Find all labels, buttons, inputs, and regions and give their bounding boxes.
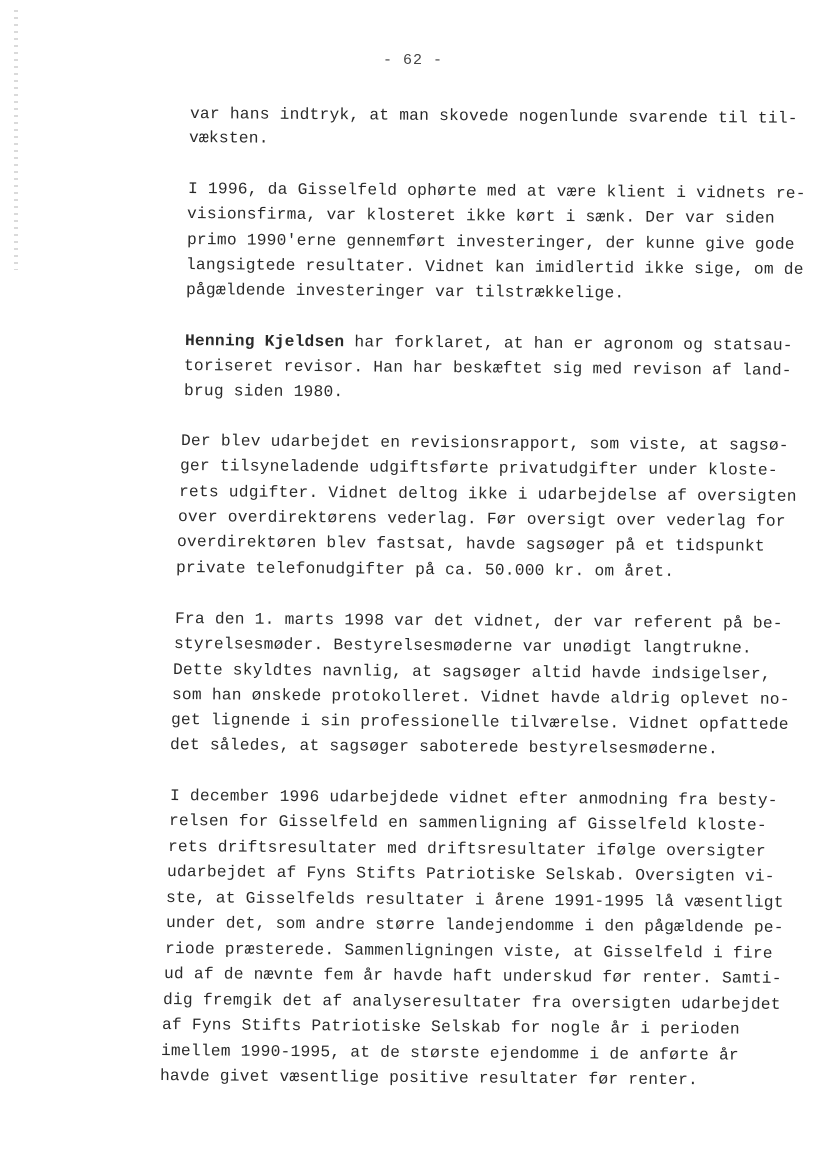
text-line: Der blev udarbejdet en revisionsrapport, som viste, at sagsø- <box>180 432 789 455</box>
text-line: af Fyns Stifts Patriotiske Selskab for nogle år i perioden <box>161 1016 740 1039</box>
text-line: I december 1996 udarbejdede vidnet efter anmodning fra besty- <box>169 787 778 810</box>
text-line <box>185 332 793 355</box>
text-line: pågældende investeringer var tilstrækkelige. <box>185 281 625 303</box>
page-number: - 62 - <box>382 52 443 69</box>
text-line: I 1996, da Gisselfeld ophørte med at være klient i vidnets re- <box>187 180 806 203</box>
text-line: relsen for Gisselfeld en sammenligning af Gisselfeld kloste- <box>168 812 767 835</box>
text-line: dig fremgik det af analyseresultater fra oversigten udarbejdet <box>162 991 781 1014</box>
text-line: rets driftsresultater med driftsresultater ifølge oversigter <box>167 838 766 861</box>
text-line: over overdirektørens vederlag. Før oversigt over vederlag for <box>177 508 786 531</box>
text-line: havde givet væsentlige positive resultater før renter. <box>159 1067 699 1090</box>
text-line: riode præsterede. Sammenligningen viste, at Gisselfeld i fire <box>164 940 773 963</box>
text-line: overdirektøren blev fastsat, havde sagsøger på et tidspunkt <box>176 533 765 556</box>
text-line: ger tilsyneladende udgiftsførte privatudgifter under kloste- <box>179 457 778 480</box>
text-line: Dette skyldtes navnlig, at sagsøger altid havde indsigelser, <box>172 661 771 684</box>
text-line: langsigtede resultater. Vidnet kan imidlertid ikke sige, om de <box>185 256 804 279</box>
text-line: væksten. <box>188 129 269 148</box>
text-line: toriseret revisor. Han har beskæftet sig med revison af land- <box>183 357 792 380</box>
text-line: primo 1990'erne gennemført investeringer, der kunne give gode <box>186 231 795 254</box>
text-line-rest: har forklaret, at han er agronom og statsau- <box>344 333 793 355</box>
text-line: visionsfirma, var klosteret ikke kørt i sænk. Der var siden <box>186 205 775 228</box>
text-line: under det, som andre større landejendomme i den pågældende pe- <box>165 914 784 937</box>
text-line: var hans indtryk, at man skovede nogenlunde svarende til til- <box>189 105 798 128</box>
text-line: Fra den 1. marts 1998 var det vidnet, der var referent på be- <box>174 610 783 633</box>
text-line: brug siden 1980. <box>183 382 344 402</box>
scan-edge-artifact <box>14 10 18 270</box>
text-line: get lignende i sin professionelle tilværelse. Vidnet opfattede <box>170 711 789 734</box>
text-line: ud af de nævnte fem år havde haft underskud før renter. Samti- <box>163 965 782 988</box>
text-line: rets udgifter. Vidnet deltog ikke i udarbejdelse af oversigten <box>178 483 797 506</box>
text-line: det således, at sagsøger saboterede bestyrelsesmøderne. <box>169 736 719 759</box>
text-line: private telefonudgifter på ca. 50.000 kr. om året. <box>175 559 675 581</box>
text-line: imellem 1990-1995, at de største ejendomme i de anførte år <box>160 1042 739 1065</box>
text-line: ste, at Gisselfelds resultater i årene 1991-1995 lå væsentligt <box>165 889 784 912</box>
witness-name: Henning Kjeldsen <box>184 332 345 352</box>
text-line: udarbejdet af Fyns Stifts Patriotiske Selskab. Oversigten vi- <box>166 863 775 886</box>
text-line: styrelsesmøder. Bestyrelsesmøderne var unødigt langtrukne. <box>173 635 752 658</box>
text-line: som han ønskede protokolleret. Vidnet havde aldrig oplevet no- <box>171 686 790 709</box>
